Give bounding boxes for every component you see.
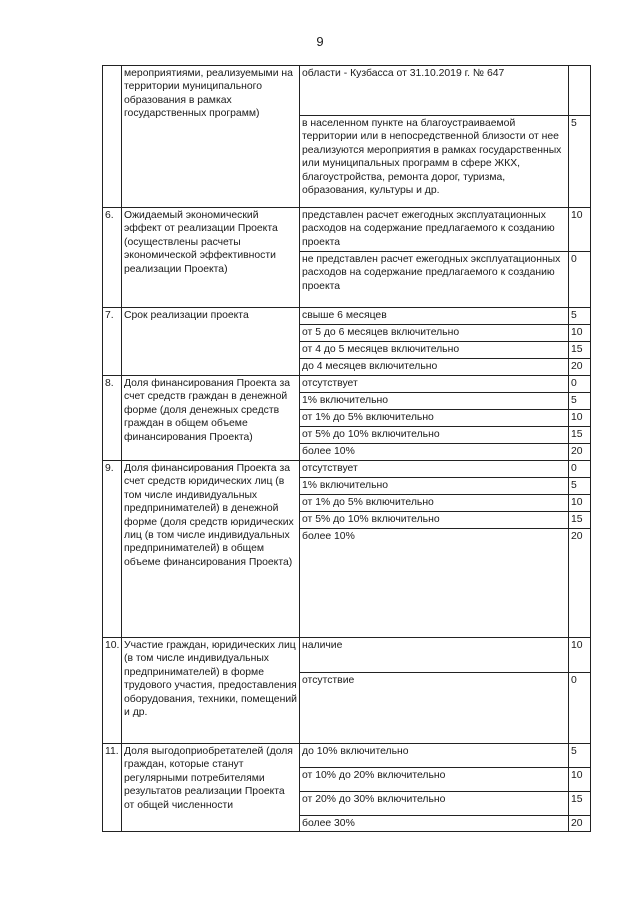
- criterion-text: Доля финансирования Проекта за счет средств граждан в денежной форме (доля денежных средств граждан в общем объеме финансирования Проекта): [122, 376, 300, 461]
- score-value: 20: [569, 529, 591, 638]
- condition-text: более 10%: [300, 444, 569, 461]
- table-row: [103, 376, 591, 393]
- score-value: 5: [569, 744, 591, 768]
- score-value: 10: [569, 768, 591, 792]
- condition-text: от 5% до 10% включительно: [300, 512, 569, 529]
- condition-text: более 10%: [300, 529, 569, 638]
- criterion-number: 11.: [103, 744, 122, 832]
- score-value: 5: [569, 116, 591, 208]
- condition-text: от 20% до 30% включительно: [300, 792, 569, 816]
- criterion-text: Ожидаемый экономический эффект от реализации Проекта (осуществлены расчеты экономической эффективности реализации Проекта): [122, 208, 300, 308]
- condition-text: в населенном пункте на благоустраиваемой территории или в непосредственной близости от нее реализуются мероприятия в рамках государственных или муниципальных программ в сфере ЖКХ, благоустройства, ремонта дорог, туризма, образования, культуры и др.: [300, 116, 569, 208]
- criterion-number: [103, 66, 122, 208]
- score-value: 15: [569, 427, 591, 444]
- score-value: 10: [569, 208, 591, 252]
- condition-text: более 30%: [300, 816, 569, 832]
- criterion-text: Доля финансирования Проекта за счет средств юридических лиц (в том числе индивидуальных предпринимателей) в денежной форме (доля средств юридических лиц (в том числе индивидуальных предпринимателей) в общем объеме финансирования Проекта): [122, 461, 300, 638]
- condition-text: наличие: [300, 638, 569, 673]
- score-value: 5: [569, 393, 591, 410]
- score-value: [569, 66, 591, 116]
- criterion-number: 10.: [103, 638, 122, 744]
- score-value: 0: [569, 252, 591, 308]
- condition-text: отсутствие: [300, 673, 569, 744]
- table-row: [103, 638, 591, 673]
- condition-text: от 5% до 10% включительно: [300, 427, 569, 444]
- table-row: [103, 208, 591, 252]
- score-value: 15: [569, 792, 591, 816]
- score-value: 20: [569, 816, 591, 832]
- criterion-text: мероприятиями, реализуемыми на территории муниципального образования в рамках государственных программ): [122, 66, 300, 208]
- condition-text: от 5 до 6 месяцев включительно: [300, 325, 569, 342]
- score-value: 5: [569, 478, 591, 495]
- condition-text: от 10% до 20% включительно: [300, 768, 569, 792]
- condition-text: 1% включительно: [300, 393, 569, 410]
- criterion-text: Срок реализации проекта: [122, 308, 300, 376]
- score-value: 10: [569, 495, 591, 512]
- score-value: 15: [569, 512, 591, 529]
- criterion-text: Доля выгодоприобретателей (доля граждан, которые станут регулярными потребителями результатов реализации Проекта от общей численности: [122, 744, 300, 832]
- page-number: 9: [316, 34, 324, 49]
- condition-text: не представлен расчет ежегодных эксплуатационных расходов на содержание предлагаемого к созданию проекта: [300, 252, 569, 308]
- score-value: 5: [569, 308, 591, 325]
- criterion-text: Участие граждан, юридических лиц (в том числе индивидуальных предпринимателей) в форме трудового участия, предоставления оборудования, техники, помещений и др.: [122, 638, 300, 744]
- condition-text: от 4 до 5 месяцев включительно: [300, 342, 569, 359]
- score-value: 10: [569, 638, 591, 673]
- condition-text: от 1% до 5% включительно: [300, 410, 569, 427]
- condition-text: области - Кузбасса от 31.10.2019 г. № 647: [300, 66, 569, 116]
- score-value: 10: [569, 410, 591, 427]
- score-value: 0: [569, 673, 591, 744]
- table-row: [103, 744, 591, 768]
- score-value: 10: [569, 325, 591, 342]
- condition-text: свыше 6 месяцев: [300, 308, 569, 325]
- criteria-table: [102, 65, 591, 832]
- condition-text: отсутствует: [300, 461, 569, 478]
- table-row: [103, 308, 591, 325]
- score-value: 15: [569, 342, 591, 359]
- score-value: 20: [569, 359, 591, 376]
- criterion-number: 9.: [103, 461, 122, 638]
- criteria-table-body: [103, 66, 591, 832]
- table-row: [103, 461, 591, 478]
- score-value: 20: [569, 444, 591, 461]
- criterion-number: 8.: [103, 376, 122, 461]
- condition-text: до 4 месяцев включительно: [300, 359, 569, 376]
- condition-text: 1% включительно: [300, 478, 569, 495]
- condition-text: отсутствует: [300, 376, 569, 393]
- condition-text: до 10% включительно: [300, 744, 569, 768]
- score-value: 0: [569, 461, 591, 478]
- criterion-number: 6.: [103, 208, 122, 308]
- condition-text: представлен расчет ежегодных эксплуатационных расходов на содержание предлагаемого к созданию проекта: [300, 208, 569, 252]
- condition-text: от 1% до 5% включительно: [300, 495, 569, 512]
- criterion-number: 7.: [103, 308, 122, 376]
- score-value: 0: [569, 376, 591, 393]
- table-row: [103, 66, 591, 116]
